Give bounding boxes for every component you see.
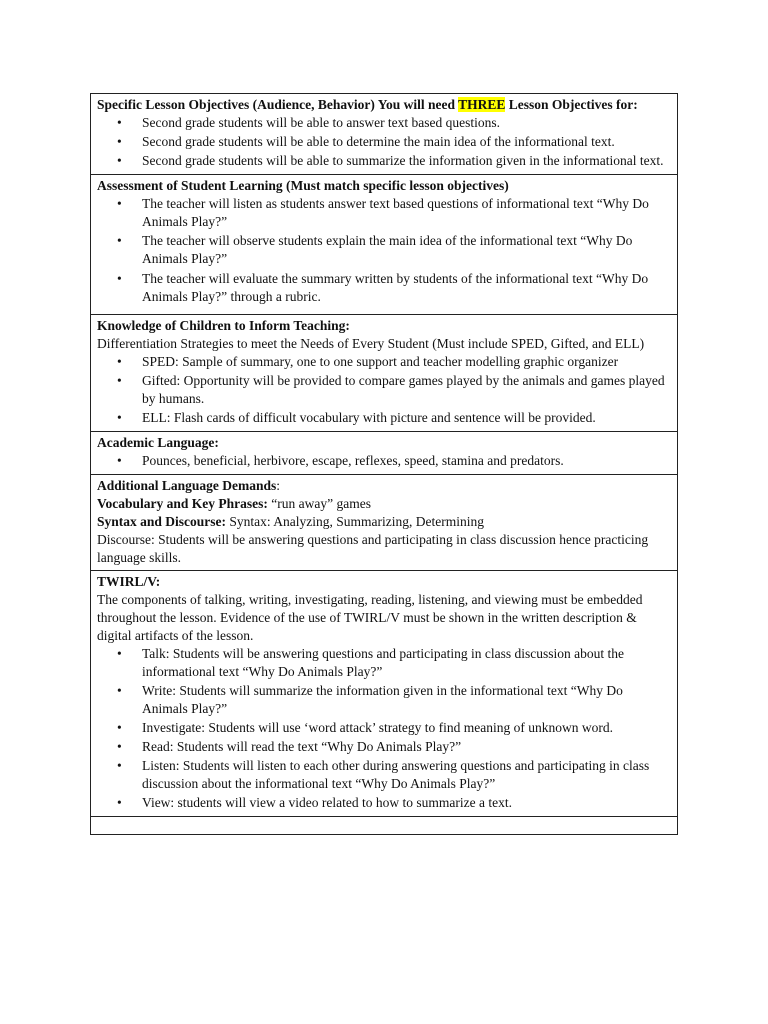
list-item: • Second grade students will be able to answer text based questions. [142,114,671,132]
additional-cell [91,475,678,571]
assessment-list [97,195,671,306]
syntax-line: Syntax and Discourse: Syntax: Analyzing, Summarizing, Determining [97,514,484,529]
list-item: • SPED: Sample of summary, one to one support and teacher modelling graphic organizer [142,353,671,371]
knowledge-intro: Differentiation Strategies to meet the Needs of Every Student (Must include SPED, Gifted, and ELL) [97,336,645,351]
knowledge-cell [91,315,678,432]
twirl-list [97,645,671,812]
knowledge-row [91,315,678,432]
list-item: • Read: Students will read the text “Why Do Animals Play?” [142,738,671,756]
list-item: • Investigate: Students will use ‘word attack’ strategy to find meaning of unknown word. [142,719,671,737]
discourse-text: Discourse: Students will be answering questions and participating in class discussion hence practicing language skills. [97,532,649,565]
list-item: • Talk: Students will be answering questions and participating in class discussion about the informational text “Why Do Animals Play?” [142,645,671,681]
objectives-cell [91,94,678,175]
lesson-plan-table [90,93,678,835]
list-item: • The teacher will observe students explain the main idea of the informational text “Why Do Animals Play?” [142,232,671,268]
list-item: • Listen: Students will listen to each other during answering questions and participating in class discussion about the informational text “Why Do Animals Play?” [142,757,671,793]
twirl-row [91,571,678,817]
assessment-cell [91,175,678,315]
additional-row [91,475,678,571]
academic-heading: Academic Language: [97,435,219,450]
assessment-row [91,175,678,315]
objectives-heading: Specific Lesson Objectives (Audience, Behavior) You will need THREE Lesson Objectives for: [97,97,638,112]
list-item: • Write: Students will summarize the information given in the informational text “Why Do Animals Play?” [142,682,671,718]
objectives-list [97,114,671,170]
list-item: • Second grade students will be able to determine the main idea of the informational text. [142,133,671,151]
list-item: • View: students will view a video related to how to summarize a text. [142,794,671,812]
empty-row [91,817,678,835]
list-item: • The teacher will listen as students answer text based questions of informational text “Why Do Animals Play?” [142,195,671,231]
list-item: • Second grade students will be able to summarize the information given in the informational text. [142,152,671,170]
list-item: • Pounces, beneficial, herbivore, escape, reflexes, speed, stamina and predators. [142,452,671,470]
three-highlight: THREE [458,97,506,112]
list-item: • Gifted: Opportunity will be provided to compare games played by the animals and games played by humans. [142,372,671,408]
twirl-cell [91,571,678,817]
academic-list [97,452,671,470]
assessment-heading: Assessment of Student Learning (Must match specific lesson objectives) [97,178,509,193]
knowledge-list [97,353,671,427]
twirl-intro: The components of talking, writing, investigating, reading, listening, and viewing must be embedded throughout the lesson. Evidence of the use of TWIRL/V must be shown in the written description & digital artifacts of the lesson. [97,592,643,643]
list-item: • The teacher will evaluate the summary written by students of the informational text “Why Do Animals Play?” through a rubric. [142,270,671,306]
vocabulary-line: Vocabulary and Key Phrases: “run away” games [97,496,371,511]
additional-heading: Additional Language Demands: [97,478,281,493]
twirl-heading: TWIRL/V: [97,574,161,589]
empty-cell [91,817,678,835]
list-item: • ELL: Flash cards of difficult vocabulary with picture and sentence will be provided. [142,409,671,427]
objectives-row [91,94,678,175]
academic-cell [91,432,678,475]
academic-row [91,432,678,475]
lesson-plan-page [90,93,678,835]
knowledge-heading: Knowledge of Children to Inform Teaching: [97,318,350,333]
